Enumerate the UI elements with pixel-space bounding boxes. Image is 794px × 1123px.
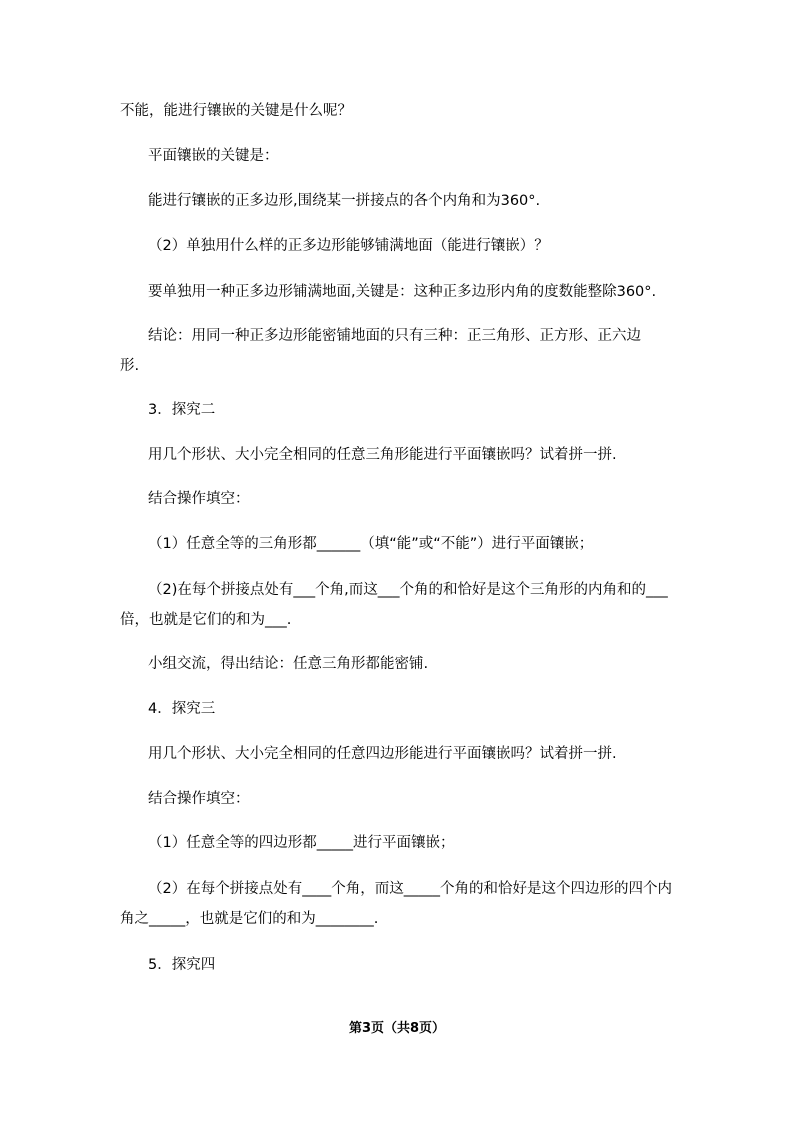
section-heading-explore-3: 4．探究三 <box>148 701 216 717</box>
text-line-7: 形. <box>120 358 140 374</box>
text-line-10: 结合操作填空： <box>148 491 250 507</box>
text-line-3: 能进行镶嵌的正多边形,围绕某一拼接点的各个内角和为360°. <box>148 193 541 209</box>
text-line-4: （2）单独用什么样的正多边形能够铺满地面（能进行镶嵌）？ <box>148 238 549 254</box>
section-heading-explore-2: 3．探究二 <box>148 402 216 418</box>
text-line-14: 小组交流，得出结论：任意三角形都能密铺. <box>148 656 429 672</box>
text-line-18: （1）任意全等的四边形都_____进行平面镶嵌； <box>148 835 455 851</box>
text-line-1: 不能，能进行镶嵌的关键是什么呢？ <box>120 103 352 119</box>
text-line-9: 用几个形状、大小完全相同的任意三角形能进行平面镶嵌吗？试着拼一拼. <box>148 447 617 463</box>
text-line-17: 结合操作填空： <box>148 791 250 807</box>
page-number-footer: 第3页（共8页） <box>348 1021 446 1036</box>
text-line-2: 平面镶嵌的关键是： <box>148 148 279 164</box>
text-line-20: 角之_____，也就是它们的和为________. <box>120 911 379 927</box>
text-line-16: 用几个形状、大小完全相同的任意四边形能进行平面镶嵌吗？试着拼一拼. <box>148 746 617 762</box>
section-heading-explore-4: 5．探究四 <box>148 957 216 973</box>
text-line-12: （2)在每个拼接点处有___个角,而这___个角的和恰好是这个三角形的内角和的___ <box>148 582 668 598</box>
text-line-11: （1）任意全等的三角形都______（填“能”或“不能”）进行平面镶嵌； <box>148 536 594 552</box>
text-line-19: （2）在每个拼接点处有____个角，而这_____个角的和恰好是这个四边形的四个内 <box>148 881 672 897</box>
text-line-6: 结论：用同一种正多边形能密铺地面的只有三种：正三角形、正方形、正六边 <box>148 328 641 344</box>
text-line-5: 要单独用一种正多边形铺满地面,关键是：这种正多边形内角的度数能整除360°. <box>148 284 657 300</box>
text-line-13: 倍，也就是它们的和为___. <box>120 612 292 628</box>
